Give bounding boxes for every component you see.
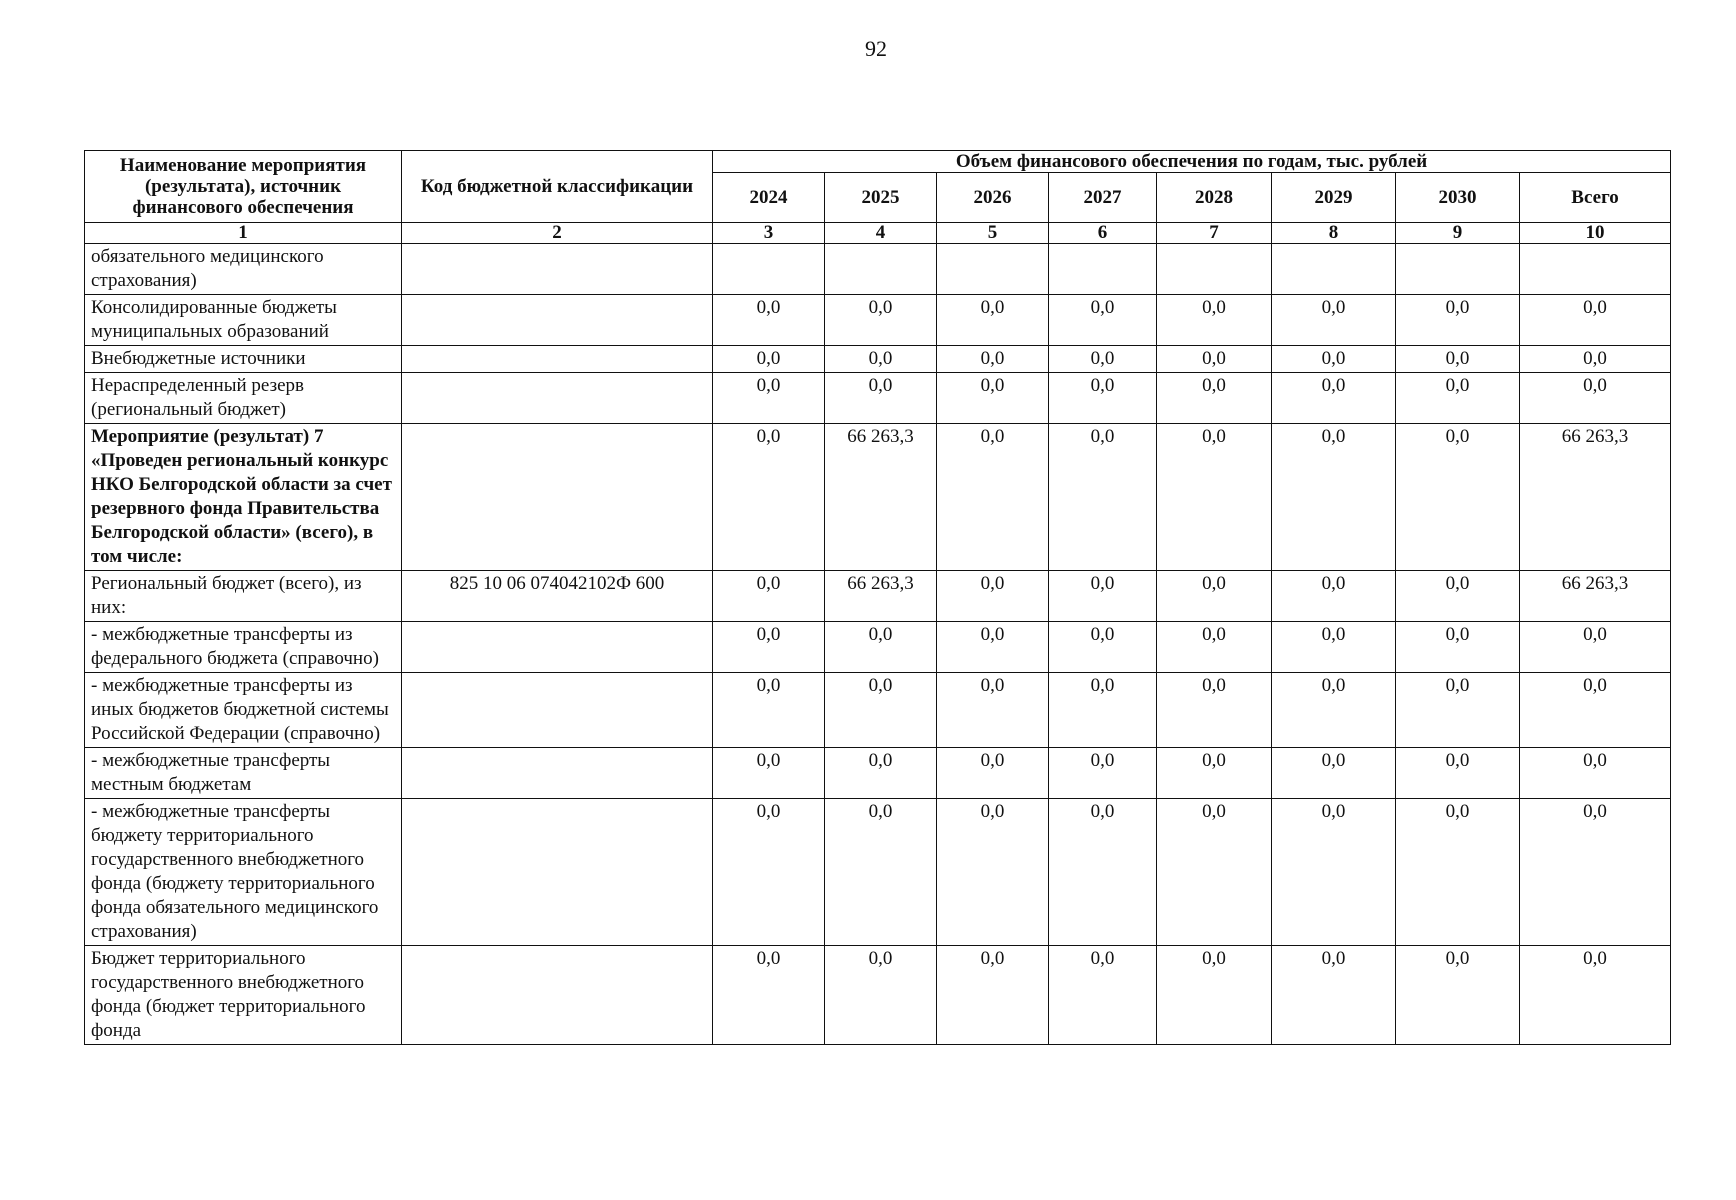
table-row bbox=[85, 748, 1671, 799]
row-value: 0,0 bbox=[713, 748, 825, 799]
row-value: 0,0 bbox=[1049, 622, 1157, 673]
row-code bbox=[402, 622, 713, 673]
row-value: 0,0 bbox=[937, 673, 1049, 748]
column-number: 8 bbox=[1272, 223, 1396, 244]
row-total bbox=[1520, 244, 1671, 295]
row-name: - межбюджетные трансферты из федерального бюджета (справочно) bbox=[85, 622, 402, 673]
row-value: 0,0 bbox=[825, 295, 937, 346]
row-total: 66 263,3 bbox=[1520, 571, 1671, 622]
column-number: 4 bbox=[825, 223, 937, 244]
row-code bbox=[402, 244, 713, 295]
row-value: 0,0 bbox=[937, 295, 1049, 346]
row-value: 0,0 bbox=[1272, 946, 1396, 1045]
header-year: 2026 bbox=[937, 173, 1049, 223]
row-value: 0,0 bbox=[1396, 748, 1520, 799]
row-value: 0,0 bbox=[937, 946, 1049, 1045]
row-value: 0,0 bbox=[1049, 946, 1157, 1045]
row-value: 66 263,3 bbox=[825, 571, 937, 622]
row-value: 0,0 bbox=[1272, 373, 1396, 424]
row-value: 0,0 bbox=[937, 571, 1049, 622]
row-total: 0,0 bbox=[1520, 946, 1671, 1045]
row-code bbox=[402, 946, 713, 1045]
row-total: 0,0 bbox=[1520, 673, 1671, 748]
row-name: - межбюджетные трансферты местным бюджетам bbox=[85, 748, 402, 799]
header-code: Код бюджетной классификации bbox=[402, 151, 713, 223]
row-value: 0,0 bbox=[1396, 373, 1520, 424]
table-row bbox=[85, 622, 1671, 673]
row-total: 0,0 bbox=[1520, 748, 1671, 799]
row-code bbox=[402, 295, 713, 346]
row-value: 0,0 bbox=[1157, 799, 1272, 946]
row-value: 0,0 bbox=[1049, 373, 1157, 424]
row-code bbox=[402, 748, 713, 799]
row-value: 0,0 bbox=[825, 946, 937, 1045]
column-number: 1 bbox=[85, 223, 402, 244]
row-value bbox=[1157, 244, 1272, 295]
financing-table bbox=[84, 150, 1671, 1045]
column-number: 5 bbox=[937, 223, 1049, 244]
row-value: 0,0 bbox=[1272, 622, 1396, 673]
row-value: 0,0 bbox=[1157, 673, 1272, 748]
header-volume: Объем финансового обеспечения по годам, тыс. рублей bbox=[713, 151, 1671, 173]
row-value: 0,0 bbox=[1157, 571, 1272, 622]
table-header bbox=[85, 151, 1671, 244]
row-value: 0,0 bbox=[713, 946, 825, 1045]
row-value: 0,0 bbox=[937, 799, 1049, 946]
table-row bbox=[85, 295, 1671, 346]
row-value: 66 263,3 bbox=[825, 424, 937, 571]
row-value: 0,0 bbox=[713, 673, 825, 748]
row-value: 0,0 bbox=[937, 424, 1049, 571]
row-value: 0,0 bbox=[1272, 673, 1396, 748]
table-row bbox=[85, 244, 1671, 295]
row-name: Бюджет территориального государственного внебюджетного фонда (бюджет территориального фонда bbox=[85, 946, 402, 1045]
row-value: 0,0 bbox=[937, 346, 1049, 373]
row-value: 0,0 bbox=[1396, 622, 1520, 673]
table-row bbox=[85, 571, 1671, 622]
header-year: 2027 bbox=[1049, 173, 1157, 223]
row-code bbox=[402, 424, 713, 571]
column-number: 2 bbox=[402, 223, 713, 244]
column-number: 7 bbox=[1157, 223, 1272, 244]
row-value bbox=[1272, 244, 1396, 295]
row-value: 0,0 bbox=[1049, 748, 1157, 799]
header-name: Наименование мероприятия (результата), источник финансового обеспечения bbox=[85, 151, 402, 223]
row-value: 0,0 bbox=[1272, 424, 1396, 571]
row-value: 0,0 bbox=[1157, 748, 1272, 799]
row-value: 0,0 bbox=[1049, 673, 1157, 748]
column-number: 3 bbox=[713, 223, 825, 244]
column-numbers-row bbox=[85, 223, 1671, 244]
row-value: 0,0 bbox=[825, 673, 937, 748]
row-value: 0,0 bbox=[825, 799, 937, 946]
column-number: 6 bbox=[1049, 223, 1157, 244]
row-name: обязательного медицинского страхования) bbox=[85, 244, 402, 295]
table-row bbox=[85, 673, 1671, 748]
row-value: 0,0 bbox=[1396, 946, 1520, 1045]
table-row bbox=[85, 373, 1671, 424]
row-value: 0,0 bbox=[713, 571, 825, 622]
row-value: 0,0 bbox=[1049, 295, 1157, 346]
table-body bbox=[85, 244, 1671, 1045]
page-number: 92 bbox=[865, 36, 887, 61]
row-name: - межбюджетные трансферты бюджету территориального государственного внебюджетного фонда (бюджету территориального фонда обязательного медицинского страхования) bbox=[85, 799, 402, 946]
row-value: 0,0 bbox=[1272, 346, 1396, 373]
column-number: 10 bbox=[1520, 223, 1671, 244]
header-year: 2024 bbox=[713, 173, 825, 223]
row-code bbox=[402, 346, 713, 373]
row-name: Внебюджетные источники bbox=[85, 346, 402, 373]
row-value: 0,0 bbox=[1396, 799, 1520, 946]
header-year: 2025 bbox=[825, 173, 937, 223]
row-value: 0,0 bbox=[825, 373, 937, 424]
row-value bbox=[1396, 244, 1520, 295]
row-total: 0,0 bbox=[1520, 295, 1671, 346]
row-value: 0,0 bbox=[937, 748, 1049, 799]
row-total: 66 263,3 bbox=[1520, 424, 1671, 571]
row-value: 0,0 bbox=[937, 373, 1049, 424]
row-value: 0,0 bbox=[1157, 346, 1272, 373]
row-value: 0,0 bbox=[825, 346, 937, 373]
row-value: 0,0 bbox=[1157, 946, 1272, 1045]
row-name: Консолидированные бюджеты муниципальных образований bbox=[85, 295, 402, 346]
row-value: 0,0 bbox=[1272, 748, 1396, 799]
row-total: 0,0 bbox=[1520, 346, 1671, 373]
row-value: 0,0 bbox=[713, 346, 825, 373]
header-year: 2030 bbox=[1396, 173, 1520, 223]
header-total: Всего bbox=[1520, 173, 1671, 223]
table-row bbox=[85, 946, 1671, 1045]
table-row bbox=[85, 799, 1671, 946]
row-value bbox=[1049, 244, 1157, 295]
row-code bbox=[402, 673, 713, 748]
row-value: 0,0 bbox=[713, 373, 825, 424]
row-value: 0,0 bbox=[825, 622, 937, 673]
row-value: 0,0 bbox=[1272, 799, 1396, 946]
row-code bbox=[402, 799, 713, 946]
row-value: 0,0 bbox=[1272, 295, 1396, 346]
row-value: 0,0 bbox=[1396, 295, 1520, 346]
row-code bbox=[402, 373, 713, 424]
row-name: - межбюджетные трансферты из иных бюджетов бюджетной системы Российской Федерации (справочно) bbox=[85, 673, 402, 748]
row-value: 0,0 bbox=[1157, 424, 1272, 571]
row-name: Нераспределенный резерв (региональный бюджет) bbox=[85, 373, 402, 424]
row-value: 0,0 bbox=[1049, 346, 1157, 373]
row-value bbox=[825, 244, 937, 295]
row-value: 0,0 bbox=[1396, 571, 1520, 622]
row-value bbox=[937, 244, 1049, 295]
row-value: 0,0 bbox=[1396, 346, 1520, 373]
table-row bbox=[85, 424, 1671, 571]
row-value: 0,0 bbox=[1049, 424, 1157, 571]
row-value: 0,0 bbox=[937, 622, 1049, 673]
row-value: 0,0 bbox=[1157, 373, 1272, 424]
row-value: 0,0 bbox=[1396, 424, 1520, 571]
column-number: 9 bbox=[1396, 223, 1520, 244]
row-name: Региональный бюджет (всего), из них: bbox=[85, 571, 402, 622]
row-value: 0,0 bbox=[713, 622, 825, 673]
table-row bbox=[85, 346, 1671, 373]
row-value: 0,0 bbox=[1396, 673, 1520, 748]
header-year: 2029 bbox=[1272, 173, 1396, 223]
row-code: 825 10 06 074042102Ф 600 bbox=[402, 571, 713, 622]
row-total: 0,0 bbox=[1520, 799, 1671, 946]
row-value: 0,0 bbox=[1157, 622, 1272, 673]
row-total: 0,0 bbox=[1520, 373, 1671, 424]
row-value: 0,0 bbox=[825, 748, 937, 799]
row-value: 0,0 bbox=[713, 799, 825, 946]
row-value: 0,0 bbox=[1272, 571, 1396, 622]
row-value: 0,0 bbox=[1049, 571, 1157, 622]
row-total: 0,0 bbox=[1520, 622, 1671, 673]
row-value: 0,0 bbox=[713, 424, 825, 571]
row-value: 0,0 bbox=[1157, 295, 1272, 346]
header-year: 2028 bbox=[1157, 173, 1272, 223]
row-value bbox=[713, 244, 825, 295]
row-name: Мероприятие (результат) 7 «Проведен региональный конкурс НКО Белгородской области за счет резервного фонда Правительства Белгородской области» (всего), в том числе: bbox=[85, 424, 402, 571]
row-value: 0,0 bbox=[1049, 799, 1157, 946]
row-value: 0,0 bbox=[713, 295, 825, 346]
